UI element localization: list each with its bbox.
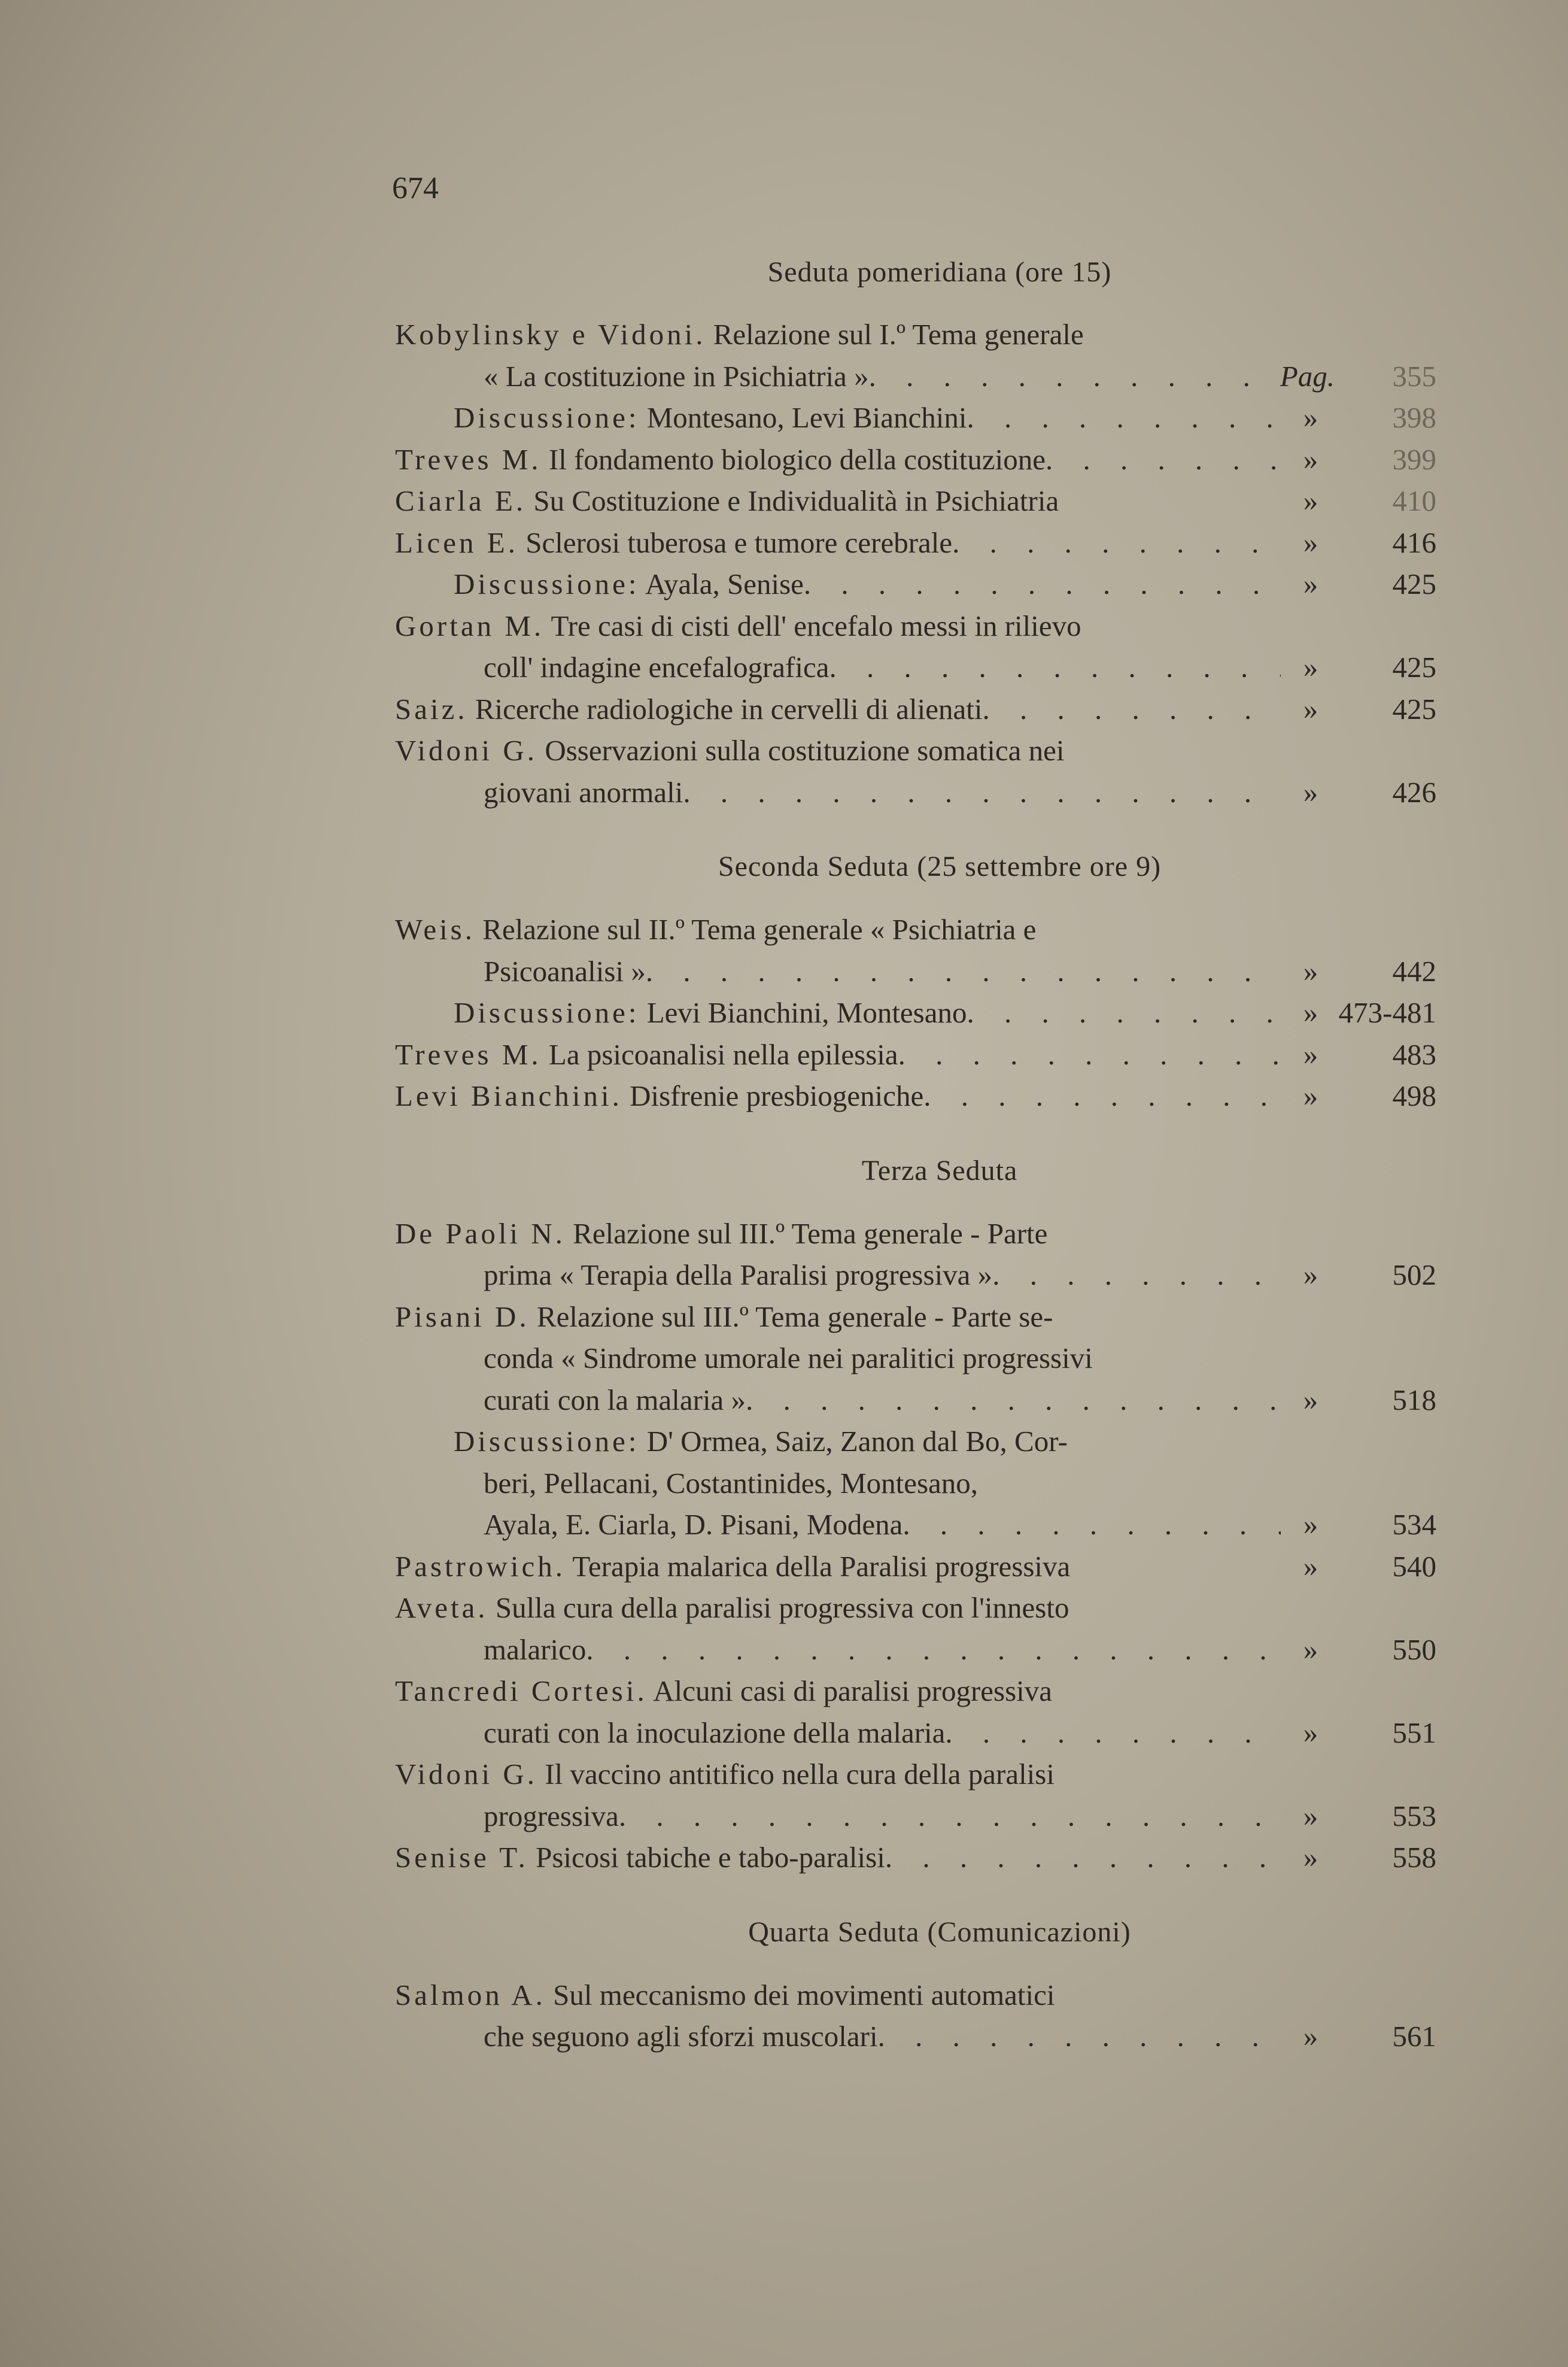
page-marker: » [1303, 775, 1318, 809]
dot-leader [945, 1712, 1281, 1754]
entry-author: Licen E. [395, 526, 518, 559]
toc-entry-line [395, 1974, 1436, 2016]
entry-title: Sulla cura della paralisi progressiva con l'innesto [488, 1591, 1069, 1624]
dot-leader [878, 2016, 1281, 2058]
entry-text [395, 1670, 1233, 1712]
entry-title: Ayala, E. Ciarla, D. Pisani, Modena [484, 1508, 903, 1541]
entry-title: Relazione sul III.º Tema generale - Parte [566, 1216, 1048, 1250]
toc-entry-line [395, 647, 1436, 688]
dot-leader [1046, 439, 1281, 481]
page-reference: 551 [1392, 1716, 1436, 1749]
entry-author: Vidoni G. [395, 1758, 538, 1791]
entry-author: Ciarla E. [395, 484, 527, 517]
entry-title: giovani anormali [484, 775, 683, 809]
entry-text [395, 1837, 885, 1879]
page-reference: 425 [1392, 692, 1436, 726]
entry-text [395, 1379, 746, 1421]
entry-author: Saiz. [395, 692, 468, 726]
entry-title: che seguono agli sforzi muscolari [484, 2020, 878, 2053]
entry-text [395, 1587, 1233, 1629]
entry-text [395, 439, 1046, 481]
entry-author: Levi Bianchini. [395, 1079, 622, 1112]
toc-entry-line [395, 1504, 1436, 1546]
dot-leader [992, 1254, 1281, 1296]
entry-text [395, 1795, 619, 1837]
entry-text [395, 1296, 1233, 1338]
toc-entry-line [395, 688, 1436, 730]
entry-author: Senise T. [395, 1841, 528, 1874]
entry-title: Osservazioni sulla costituzione somatica nei [537, 734, 1065, 767]
entry-title: D' Ormea, Saiz, Zanon dal Bo, Cor- [639, 1425, 1068, 1458]
toc-entry-line [395, 439, 1436, 481]
toc-entry-line [395, 1075, 1436, 1117]
toc-section [395, 1150, 1436, 1879]
page-marker: » [1303, 1079, 1318, 1112]
toc-entry-line [395, 1421, 1436, 1462]
page-marker: » [1303, 1799, 1318, 1832]
toc-section [395, 846, 1436, 1117]
toc-entry-line [395, 480, 1436, 522]
entry-author: Weis. [395, 913, 476, 946]
page-marker: Pag. [1280, 359, 1335, 393]
dot-leader [885, 1837, 1281, 1879]
entry-author: Treves M. [395, 442, 542, 476]
page-marker: » [1303, 2020, 1318, 2053]
entry-author: Treves M. [395, 1037, 542, 1071]
entry-text [395, 1504, 902, 1546]
page-reference: 540 [1392, 1549, 1436, 1583]
toc-entry-line [395, 772, 1436, 814]
entry-title: Psicoanalisi » [484, 954, 646, 988]
page-reference: 558 [1392, 1841, 1436, 1874]
page-reference: 553 [1392, 1799, 1436, 1832]
dot-leader [923, 1075, 1281, 1117]
toc-entry-line [395, 1712, 1436, 1754]
entry-author: Discussione: [454, 401, 640, 434]
page-marker: » [1303, 568, 1318, 600]
section-heading: Quarta Seduta (Comunicazioni) [748, 1916, 1131, 1948]
dot-leader [586, 1629, 1281, 1671]
entry-title: Relazione sul II.º Tema generale « Psichiatria e [475, 913, 1037, 946]
toc-entry-line [395, 1837, 1436, 1879]
page-marker: » [1303, 1841, 1318, 1874]
toc-entry-line [395, 1337, 1436, 1379]
entry-text [395, 1337, 1233, 1379]
section-heading: Seduta pomeridiana (ore 15) [767, 256, 1112, 288]
entry-title: Disfrenie presbiogeniche [622, 1079, 924, 1112]
page-marker: » [1303, 1383, 1318, 1416]
entry-text [395, 1421, 1233, 1462]
toc-entry-line [395, 2016, 1436, 2058]
entry-title: Relazione sul III.º Tema generale - Parte se- [529, 1300, 1053, 1333]
entry-text [395, 1712, 945, 1754]
entry-title: progressiva [484, 1799, 619, 1832]
entry-title: prima « Terapia della Paralisi progressiva » [484, 1258, 993, 1291]
toc-entry-line [395, 1213, 1436, 1255]
toc-entry-line [395, 605, 1436, 647]
toc-entry-line [395, 522, 1436, 564]
entry-title: malarico [484, 1632, 587, 1666]
entry-text [395, 356, 869, 397]
page-reference: 550 [1392, 1632, 1436, 1666]
entry-title: La psicoanalisi nella epilessia [541, 1037, 898, 1071]
page-reference: 561 [1392, 2020, 1436, 2053]
toc-entry-line [395, 992, 1436, 1034]
entry-title: Ricerche radiologiche in cervelli di alienati [467, 692, 983, 726]
entry-text [395, 605, 1233, 647]
entry-title: Montesano, Levi Bianchini [639, 401, 967, 434]
entry-title: curati con la malaria » [484, 1383, 746, 1416]
dot-leader [619, 1795, 1281, 1837]
toc-entry-line [395, 1629, 1436, 1671]
entry-author: Pastrowich. [395, 1549, 566, 1583]
toc-entry-line [395, 1753, 1436, 1795]
entry-author: Vidoni G. [395, 734, 538, 767]
page-marker: » [1303, 692, 1318, 726]
page-marker: » [1303, 442, 1318, 476]
page-reference: 398 [1392, 401, 1436, 434]
table-of-contents [395, 251, 1436, 2058]
entry-text [395, 772, 683, 814]
toc-section [395, 251, 1436, 813]
entry-title: Il vaccino antitifico nella cura della paralisi [537, 1758, 1055, 1791]
page-reference: 534 [1392, 1508, 1436, 1541]
entry-title: Sclerosi tuberosa e tumore cerebrale [518, 526, 953, 559]
entry-author: Discussione: [454, 568, 640, 600]
page-number: 674 [392, 171, 439, 205]
entry-text [395, 1213, 1233, 1255]
entry-title: Psicosi tabiche e tabo-paralisi [528, 1841, 885, 1874]
entry-text [395, 730, 1233, 772]
entry-text [395, 397, 967, 439]
toc-entry-line [395, 1254, 1436, 1296]
toc-entry-line [395, 1670, 1436, 1712]
page-reference: 442 [1392, 954, 1436, 988]
dot-leader [967, 397, 1281, 439]
entry-author: Salmon A. [395, 1978, 546, 2011]
entry-text [395, 1546, 1070, 1588]
section-heading: Seconda Seduta (25 settembre ore 9) [718, 851, 1162, 882]
page-marker: » [1303, 996, 1318, 1029]
entry-text [395, 1753, 1233, 1795]
entry-title: « La costituzione in Psichiatria » [484, 359, 869, 393]
page-reference: 355 [1392, 359, 1436, 393]
dot-leader [869, 356, 1274, 397]
entry-text [395, 992, 967, 1034]
entry-text [395, 563, 804, 605]
page-marker: » [1303, 526, 1318, 559]
section-heading: Terza Seduta [861, 1154, 1018, 1186]
entry-title: Levi Bianchini, Montesano [639, 996, 967, 1029]
toc-entry-line [395, 1296, 1436, 1338]
entry-text [395, 1629, 586, 1671]
page-marker: » [1303, 1716, 1318, 1749]
entry-text [395, 314, 1233, 356]
entry-author: Aveta. [395, 1591, 488, 1624]
entry-text [395, 522, 952, 564]
entry-author: Pisani D. [395, 1300, 530, 1333]
entry-title: Terapia malarica della Paralisi progressiva [566, 1549, 1071, 1583]
page-marker: » [1303, 1508, 1318, 1541]
page-reference: 416 [1392, 526, 1436, 559]
entry-title: conda « Sindrome umorale nei paralitici progressivi [484, 1342, 1093, 1374]
toc-entry-line [395, 1462, 1436, 1504]
page-marker: » [1303, 954, 1318, 988]
page-reference: 473-481 [1338, 996, 1436, 1029]
dot-leader [829, 647, 1281, 688]
page-marker: » [1303, 1549, 1318, 1583]
entry-author: Kobylinsky e Vidoni. [395, 318, 706, 351]
dot-leader [804, 563, 1281, 605]
entry-text [395, 480, 1059, 522]
toc-entry-line [395, 1034, 1436, 1076]
entry-author: Tancredi Cortesi. [395, 1674, 648, 1707]
entry-title: beri, Pellacani, Costantinides, Montesano, [484, 1466, 979, 1500]
dot-leader [982, 688, 1281, 730]
dot-leader [646, 951, 1281, 993]
entry-text [395, 2016, 878, 2058]
toc-entry-line [395, 1795, 1436, 1837]
toc-entry-line [395, 1587, 1436, 1629]
dot-leader [898, 1034, 1281, 1076]
page-marker: » [1303, 1037, 1318, 1071]
entry-text [395, 1974, 1233, 2016]
entry-author: Gortan M. [395, 609, 545, 642]
page-reference: 399 [1392, 442, 1436, 476]
page-marker: » [1303, 401, 1318, 434]
page-reference: 410 [1392, 484, 1436, 517]
page-reference: 498 [1392, 1079, 1436, 1112]
toc-entry-line [395, 356, 1436, 397]
toc-entry-line [395, 909, 1436, 951]
toc-entry-line [395, 951, 1436, 993]
toc-entry-line [395, 314, 1436, 356]
entry-text [395, 1254, 992, 1296]
toc-entry-line [395, 397, 1436, 439]
toc-entry-line [395, 563, 1436, 605]
page-marker: » [1303, 484, 1318, 517]
entry-title: curati con la inoculazione della malaria [484, 1716, 946, 1749]
entry-title: Su Costituzione e Individualità in Psichiatria [526, 484, 1059, 517]
entry-title: Alcuni casi di paralisi progressiva [647, 1674, 1053, 1707]
page-reference: 425 [1392, 651, 1436, 684]
entry-title: coll' indagine encefalografica [484, 651, 829, 684]
dot-leader [952, 522, 1281, 564]
entry-author: Discussione: [454, 1425, 640, 1458]
dot-leader [683, 772, 1281, 814]
page-marker: » [1303, 1632, 1318, 1666]
dot-leader [902, 1504, 1281, 1546]
toc-entry-line [395, 1379, 1436, 1421]
entry-text [395, 688, 982, 730]
entry-author: Discussione: [454, 996, 640, 1029]
page-reference: 502 [1392, 1258, 1436, 1291]
page-reference: 425 [1392, 568, 1436, 600]
entry-text [395, 1462, 1233, 1504]
entry-title: Ayala, Senise [639, 568, 804, 600]
dot-leader [967, 992, 1281, 1034]
toc-section [395, 1911, 1436, 2058]
entry-title: Relazione sul I.º Tema generale [706, 318, 1084, 351]
entry-title: Tre casi di cisti dell' encefalo messi in rilievo [544, 609, 1081, 642]
entry-text [395, 951, 646, 993]
page-reference: 483 [1392, 1037, 1436, 1071]
entry-text [395, 1075, 923, 1117]
entry-text [395, 909, 1233, 951]
entry-title: Il fondamento biologico della costituzione [541, 442, 1046, 476]
entry-text [395, 1034, 898, 1076]
entry-title: Sul meccanismo dei movimenti automatici [545, 1978, 1055, 2011]
toc-entry-line [395, 730, 1436, 772]
page-marker: » [1303, 651, 1318, 684]
page-marker: » [1303, 1258, 1318, 1291]
page-reference: 426 [1392, 775, 1436, 809]
dot-leader [746, 1379, 1281, 1421]
entry-author: De Paoli N. [395, 1216, 566, 1250]
entry-text [395, 647, 829, 688]
toc-entry-line [395, 1546, 1436, 1588]
page-reference: 518 [1392, 1383, 1436, 1416]
